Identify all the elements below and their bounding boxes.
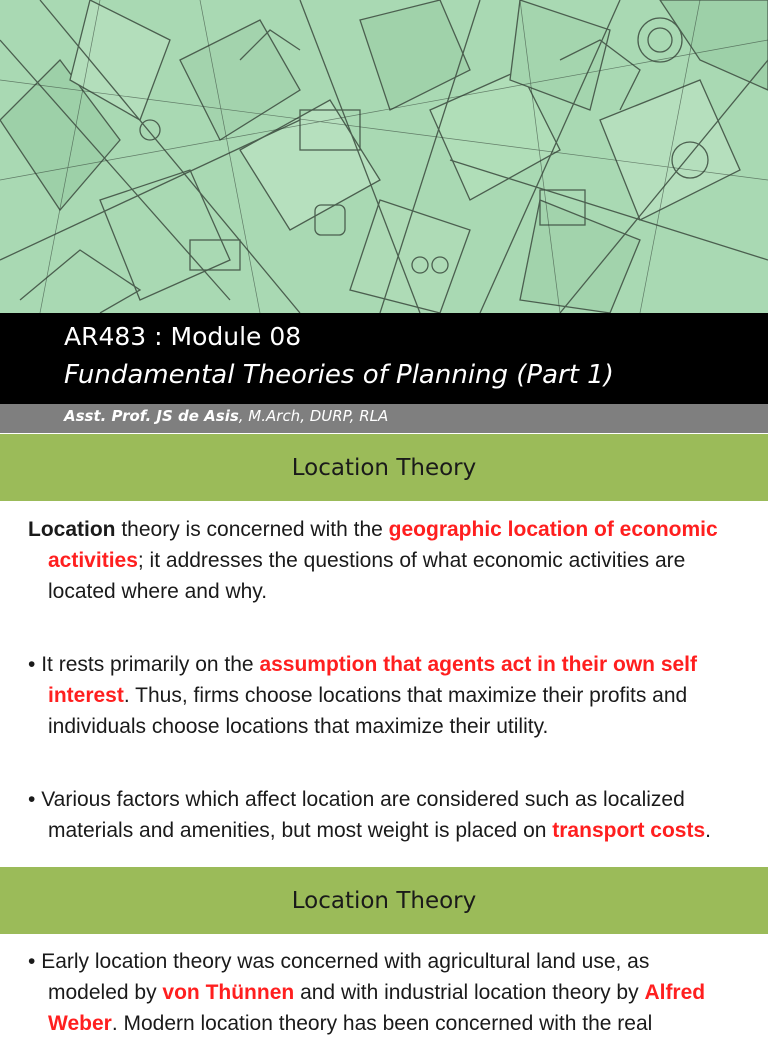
bullet-self-interest: • It rests primarily on the assumption that agents act in their own self interest. Thus, firms choose locations that maximize their profits and individuals choose locations that maximize their utility. [28, 653, 698, 738]
city-linework-illustration [0, 0, 768, 313]
highlight: assumption that agents act in their own self [259, 653, 698, 676]
highlight: Weber [48, 1012, 112, 1035]
author-credentials: , M.Arch, DURP, RLA [238, 407, 389, 425]
lead-word: Location [28, 518, 116, 541]
presentation-title: Fundamental Theories of Planning (Part 1) [64, 360, 614, 390]
paragraph-location-definition: Location theory is concerned with the geographic location of economic activities; it addresses the questions of what economic activities are located where and why. [28, 518, 718, 603]
highlight: transport costs [552, 819, 706, 842]
bullet-marker: • [28, 788, 36, 811]
section-heading-band [0, 434, 768, 501]
highlight: von Thünnen [162, 981, 295, 1004]
highlight: Alfred [644, 981, 706, 1004]
section-heading: Location Theory [291, 887, 477, 914]
bullet-marker: • [28, 950, 36, 973]
highlight: geographic location of economic [388, 518, 718, 541]
highlight: interest [48, 684, 124, 707]
bullet-marker: • [28, 653, 36, 676]
cover-illustration [0, 0, 768, 313]
highlight: activities [48, 549, 138, 572]
section-heading-band [0, 867, 768, 934]
author-line [64, 407, 388, 425]
module-label: AR483 : Module 08 [64, 322, 302, 351]
author-name: Asst. Prof. JS de Asis [64, 407, 239, 425]
bullet-factors: • Various factors which affect location are considered such as localized materials and amenities, but most weight is placed on transport costs. [28, 788, 711, 842]
bullet-early-theory: • Early location theory was concerned with agricultural land use, as modeled by von Thünnen and with industrial location theory by Alfred Weber. Modern location theory has been concerned with the real [28, 950, 706, 1035]
section-heading: Location Theory [291, 454, 477, 481]
